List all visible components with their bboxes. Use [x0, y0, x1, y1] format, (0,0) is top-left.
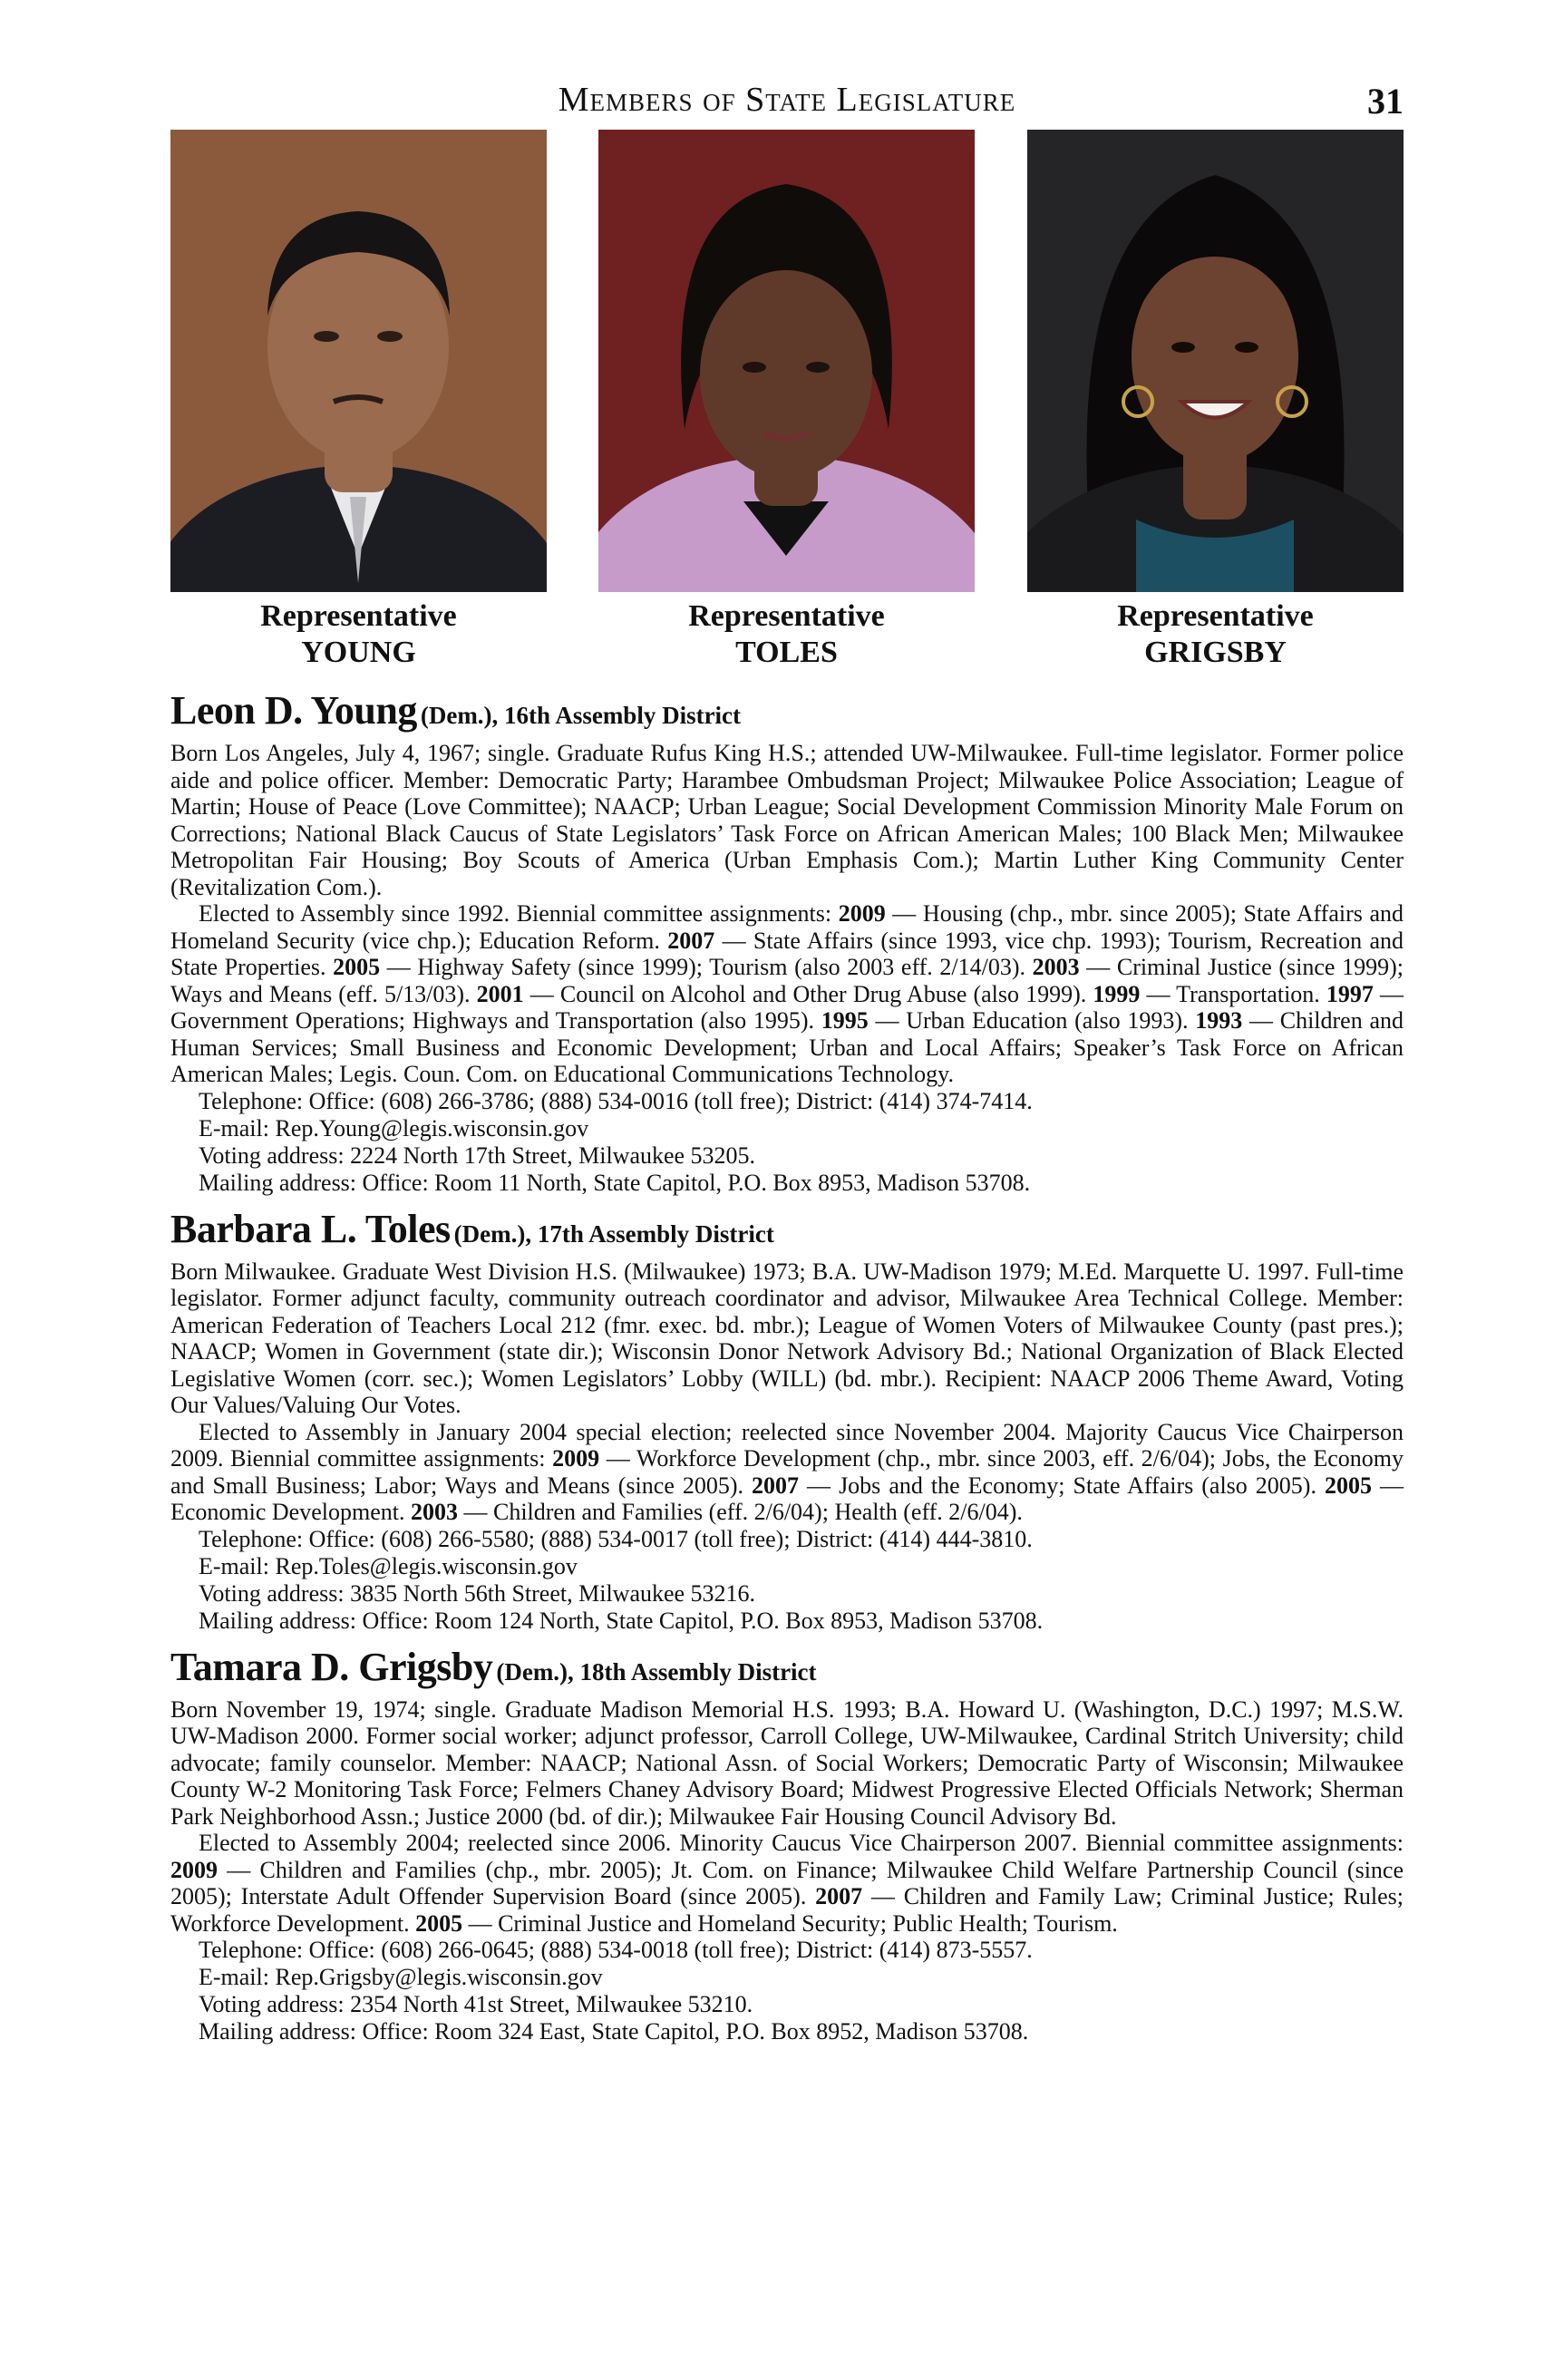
member-service: Elected to Assembly 2004; reelected since 2006. Minority Caucus Vice Chairperson 2007. Biennial committee assignments: 2009 — Children and Families (chp., mbr. 2005); Jt. Com. on Finance; Milwaukee Child Welfare Partnership Council (since 2005); Interstate Adult Offender Supervision Board (since 2005). 2007 — Children and Family Law; Criminal Justice; Rules; Workforce Development. 2005 — Criminal Justice and Homeland Security; Public Health; Tourism. — [170, 1830, 1404, 1937]
caption-grigsby — [1027, 598, 1404, 671]
portrait-toles-image — [598, 130, 975, 592]
caption-name: TOLES — [735, 636, 838, 669]
member-district: (Dem.), 17th Assembly District — [453, 1219, 774, 1248]
portrait-grigsby — [1027, 130, 1404, 592]
portrait-young — [170, 130, 547, 592]
member-name: Tamara D. Grigsby — [170, 1644, 493, 1689]
member-voting-address: Voting address: 3835 North 56th Street, Milwaukee 53216. — [199, 1579, 756, 1607]
caption-name: YOUNG — [301, 636, 416, 669]
member-heading — [170, 688, 1404, 733]
caption-toles — [598, 598, 975, 671]
member-email: E-mail: Rep.Toles@legis.wisconsin.gov — [199, 1552, 578, 1579]
portrait-toles — [598, 130, 975, 592]
member-entry-toles — [170, 1206, 1404, 1635]
member-bio: Born Los Angeles, July 4, 1967; single. Graduate Rufus King H.S.; attended UW-Milwaukee. Full-time legislator. Former police aide and police officer. Member: Democratic Party; Harambee Ombudsman Project; Milwaukee Police Association; League of Martin; House of Peace (Love Committee); NAACP; Urban League; Social Development Commission Minority Male Forum on Corrections; National Black Caucus of State Legislators’ Task Force on African American Males; 100 Black Men; Milwaukee Metropolitan Fair Housing; Boy Scouts of America (Urban Emphasis Com.); Martin Luther King Community Center (Revitalization Com.). — [170, 740, 1404, 900]
running-head — [170, 80, 1404, 125]
member-heading — [170, 1206, 1404, 1251]
member-email: E-mail: Rep.Young@legis.wisconsin.gov — [199, 1114, 589, 1141]
running-title: Members of State Legislature — [558, 81, 1016, 119]
member-mailing-address: Mailing address: Office: Room 324 East, State Capitol, P.O. Box 8952, Madison 53708. — [199, 2018, 1029, 2045]
caption-role: Representative — [688, 599, 885, 633]
caption-young — [170, 598, 547, 671]
caption-name: GRIGSBY — [1144, 636, 1287, 669]
member-name: Barbara L. Toles — [170, 1206, 451, 1251]
member-telephone: Telephone: Office: (608) 266-3786; (888) 534-0016 (toll free); District: (414) 374-7414. — [199, 1087, 1033, 1114]
member-heading — [170, 1644, 1404, 1689]
member-entry-grigsby — [170, 1644, 1404, 2046]
portrait-row — [170, 130, 1404, 592]
member-bio: Born Milwaukee. Graduate West Division H.S. (Milwaukee) 1973; B.A. UW-Madison 1979; M.Ed. Marquette U. 1997. Full-time legislator. Former adjunct faculty, community outreach coordinator and advisor, Milwaukee Area Technical College. Member: American Federation of Teachers Local 212 (fmr. exec. bd. mbr.); League of Women Voters of Milwaukee County (past pres.); NAACP; Women in Government (state dir.); Wisconsin Donor Network Advisory Bd.; National Organization of Black Elected Legislative Women (corr. sec.); Women Legislators’ Lobby (WILL) (bd. mbr.). Recipient: NAACP 2006 Theme Award, Voting Our Values/Valuing Our Votes. — [170, 1258, 1404, 1418]
caption-role: Representative — [260, 599, 457, 633]
member-bio: Born November 19, 1974; single. Graduate Madison Memorial H.S. 1993; B.A. Howard U. (Washington, D.C.) 1997; M.S.W. UW-Madison 2000. Former social worker; adjunct professor, Carroll College, UW-Milwaukee, Cardinal Stritch University; child advocate; family counselor. Member: NAACP; National Assn. of Social Workers; Democratic Party of Wisconsin; Milwaukee County W-2 Monitoring Task Force; Felmers Chaney Advisory Board; Midwest Progressive Elected Officials Network; Sherman Park Neighborhood Assn.; Justice 2000 (bd. of dir.); Milwaukee Fair Housing Council Advisory Bd. — [170, 1695, 1404, 1830]
member-service: Elected to Assembly since 1992. Biennial committee assignments: 2009 — Housing (chp., mbr. since 2005); State Affairs and Homeland Security (vice chp.); Education Reform. 2007 — State Affairs (since 1993, vice chp. 1993); Tourism, Recreation and State Properties. 2005 — Highway Safety (since 1999); Tourism (also 2003 eff. 2/14/03). 2003 — Criminal Justice (since 1999); Ways and Means (eff. 5/13/03). 2001 — Council on Alcohol and Other Drug Abuse (also 1999). 1999 — Transportation. 1997 — Government Operations; Highways and Transportation (also 1995). 1995 — Urban Education (also 1993). 1993 — Children and Human Services; Small Business and Economic Development; Urban and Local Affairs; Speaker’s Task Force on African American Males; Legis. Coun. Com. on Educational Communications Technology. — [170, 900, 1404, 1087]
member-voting-address: Voting address: 2224 North 17th Street, Milwaukee 53205. — [199, 1141, 756, 1169]
member-voting-address: Voting address: 2354 North 41st Street, Milwaukee 53210. — [199, 1991, 753, 2017]
member-telephone: Telephone: Office: (608) 266-5580; (888) 534-0017 (toll free); District: (414) 444-3810. — [199, 1525, 1033, 1552]
member-telephone: Telephone: Office: (608) 266-0645; (888) 534-0018 (toll free); District: (414) 873-5557. — [199, 1937, 1033, 1963]
member-service: Elected to Assembly in January 2004 special election; reelected since November 2004. Majority Caucus Vice Chairperson 2009. Biennial committee assignments: 2009 — Workforce Development (chp., mbr. since 2003, eff. 2/6/04); Jobs, the Economy and Small Business; Labor; Ways and Means (since 2005). 2007 — Jobs and the Economy; State Affairs (also 2005). 2005 — Economic Development. 2003 — Children and Families (eff. 2/6/04); Health (eff. 2/6/04). — [170, 1418, 1404, 1525]
member-list — [170, 688, 1404, 2058]
member-district: (Dem.), 16th Assembly District — [420, 702, 742, 729]
member-entry-young — [170, 688, 1404, 1197]
caption-role: Representative — [1117, 599, 1314, 633]
member-mailing-address: Mailing address: Office: Room 11 North, State Capitol, P.O. Box 8953, Madison 53708. — [199, 1169, 1031, 1196]
member-email: E-mail: Rep.Grigsby@legis.wisconsin.gov — [199, 1964, 603, 1990]
portrait-grigsby-image — [1027, 130, 1404, 592]
member-name: Leon D. Young — [170, 688, 417, 733]
member-district: (Dem.), 18th Assembly District — [496, 1657, 817, 1685]
portrait-young-image — [170, 130, 547, 592]
page-number: 31 — [1367, 81, 1404, 121]
member-mailing-address: Mailing address: Office: Room 124 North, State Capitol, P.O. Box 8953, Madison 53708. — [199, 1607, 1044, 1634]
caption-row — [170, 598, 1404, 671]
